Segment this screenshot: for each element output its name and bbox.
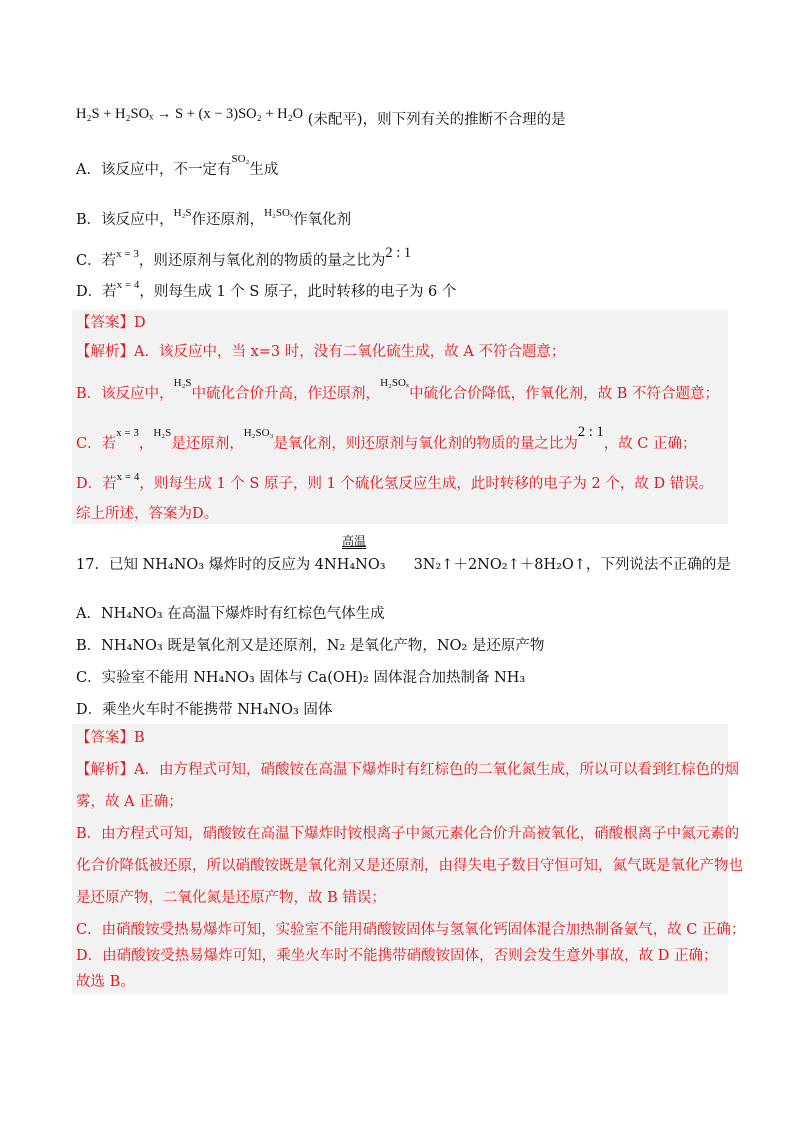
q16-analysis-b-chem1: H₂S [173, 377, 192, 389]
q16-analysis-b-mid: 中硫化合价升高，作还原剂， [191, 386, 381, 402]
q16-analysis-label: 【解析】 [76, 344, 134, 360]
q16-option-b-mid: 作还原剂， [191, 212, 265, 228]
q16-option-b-pre: B．该反应中， [76, 212, 174, 228]
q16-analysis-c-mid1: 是还原剂， [171, 436, 244, 452]
q16-answer-box [72, 310, 728, 524]
q16-analysis-c-cond: x = 3 [116, 427, 139, 439]
q16-analysis-d [76, 471, 714, 495]
q16-option-a [76, 153, 279, 181]
q16-analysis-d-post: ，则每生成 1 个 S 原子，则 1 个硫化氢反应生成，此时转移的电子为 2 个，故 D 错误。 [139, 476, 714, 492]
q17-stem [76, 555, 731, 575]
q16-option-c [76, 245, 412, 272]
q17-option-a: A．NH₄NO₃ 在高温下爆炸时有红棕色气体生成 [76, 606, 385, 622]
q16-option-b-chem2: H₂SOₓ [264, 207, 294, 219]
q17-answer-value: B [134, 730, 145, 746]
q17-analysis-c: C．由硝酸铵受热易爆炸可知，实验室不能用硝酸铵固体与氢氧化钙固体混合加热制备氨气，故 C 正确； [76, 922, 746, 938]
q16-option-b-chem1: H₂S [173, 207, 192, 219]
q17-analysis-b3: 是还原产物，二氧化氮是还原产物，故 B 错误； [76, 890, 386, 906]
q16-analysis-c-comma: ， [138, 436, 154, 452]
q16-analysis-c-ratio: 2 : 1 [577, 424, 604, 440]
q17-stem-pre: 17．已知 NH₄NO₃ 爆炸时的反应为 4NH₄NO₃ [76, 557, 386, 573]
q17-answer-label: 【答案】 [76, 730, 134, 746]
q16-analysis-c-chem1: H₂S [153, 427, 172, 439]
q16-option-c-pre: C．若 [76, 253, 117, 269]
q17-summary: 故选 B。 [76, 974, 135, 990]
q16-analysis-b-chem2: H₂SOₓ [380, 377, 410, 389]
q16-analysis-b [76, 377, 719, 405]
q16-option-a-chem: SO₂ [231, 153, 250, 165]
q16-analysis-c-mid2: 是氧化剂，则还原剂与氧化剂的物质的量之比为 [273, 436, 578, 452]
q17-option-d: D．乘坐火车时不能携带 NH₄NO₃ 固体 [76, 702, 333, 718]
q16-option-c-mid: ，则还原剂与氧化剂的物质的量之比为 [138, 253, 386, 269]
q17-answer-box [72, 724, 746, 994]
q16-option-b [76, 207, 352, 231]
q16-analysis-d-cond: x = 4 [116, 471, 140, 483]
q16-option-d-cond: x = 4 [116, 279, 140, 291]
q16-option-c-ratio: 2 : 1 [385, 245, 412, 261]
q16-option-d [76, 279, 457, 303]
q16-stem [76, 104, 566, 128]
q16-analysis-a [76, 342, 565, 362]
q16-option-b-post: 作氧化剂 [293, 212, 352, 228]
q16-analysis-c-post: ，故 C 正确； [603, 436, 697, 452]
q17-analysis-label: 【解析】 [76, 762, 134, 778]
q16-summary: 综上所述，答案为D。 [76, 506, 219, 522]
q17-analysis-b2: 化合价降低被还原，所以硝酸铵既是氧化剂又是还原剂，由得失电子数目守恒可知，氮气既是氧化产物也 [76, 858, 743, 874]
q17-condition: 高温 [342, 534, 367, 548]
q16-equation: H₂S + H₂SOₓ → S + (x − 3)SO₂ + H₂O [76, 106, 304, 122]
q16-option-d-post: ，则每生成 1 个 S 原子，此时转移的电子为 6 个 [139, 284, 457, 300]
q16-answer-label: 【答案】 [76, 315, 134, 331]
q17-option-c: C．实验室不能用 NH₄NO₃ 固体与 Ca(OH)₂ 固体混合加热制备 NH₃ [76, 670, 526, 686]
q17-analysis-a1-text: A．由方程式可知，硝酸铵在高温下爆炸时有红棕色的二氧化氮生成，所以可以看到红棕色的烟 [134, 762, 739, 778]
q17-analysis-b1: B．由方程式可知，硝酸铵在高温下爆炸时铵根离子中氮元素化合价升高被氧化，硝酸根离子中氮元素的 [76, 826, 740, 842]
q16-option-a-pre: A．该反应中，不一定有 [76, 162, 232, 178]
q16-option-c-cond: x = 3 [116, 248, 139, 260]
q16-answer-value: D [134, 315, 146, 331]
q17-option-b: B．NH₄NO₃ 既是氧化剂又是还原剂，N₂ 是氧化产物，NO₂ 是还原产物 [76, 638, 545, 654]
q17-stem-post: 3N₂↑＋2NO₂↑＋8H₂O↑，下列说法不正确的是 [413, 557, 731, 573]
q16-stem-tail: (未配平)，则下列有关的推断不合理的是 [307, 112, 566, 128]
q16-option-d-pre: D．若 [76, 284, 117, 300]
q17-analysis-a1 [76, 760, 739, 780]
q17-answer [76, 728, 145, 748]
q16-analysis-a-text: A．该反应中，当 x=3 时，没有二氧化硫生成，故 A 不符合题意； [134, 344, 566, 360]
q16-analysis-d-pre: D．若 [76, 476, 117, 492]
q16-analysis-c [76, 424, 697, 455]
q16-analysis-c-pre: C．若 [76, 436, 117, 452]
q16-analysis-b-pre: B．该反应中， [76, 386, 174, 402]
q16-option-a-post: 生成 [249, 162, 279, 178]
q16-answer [76, 313, 146, 333]
q17-analysis-d: D．由硝酸铵受热易爆炸可知，乘坐火车时不能携带硝酸铵固体，否则会发生意外事故，故 D 正确； [76, 948, 718, 964]
q16-analysis-b-post: 中硫化合价降低，作氧化剂，故 B 不符合题意； [409, 386, 719, 402]
q17-analysis-a2: 雾，故 A 正确； [76, 794, 183, 810]
q16-analysis-c-chem2: H₂SO₃ [243, 427, 274, 439]
